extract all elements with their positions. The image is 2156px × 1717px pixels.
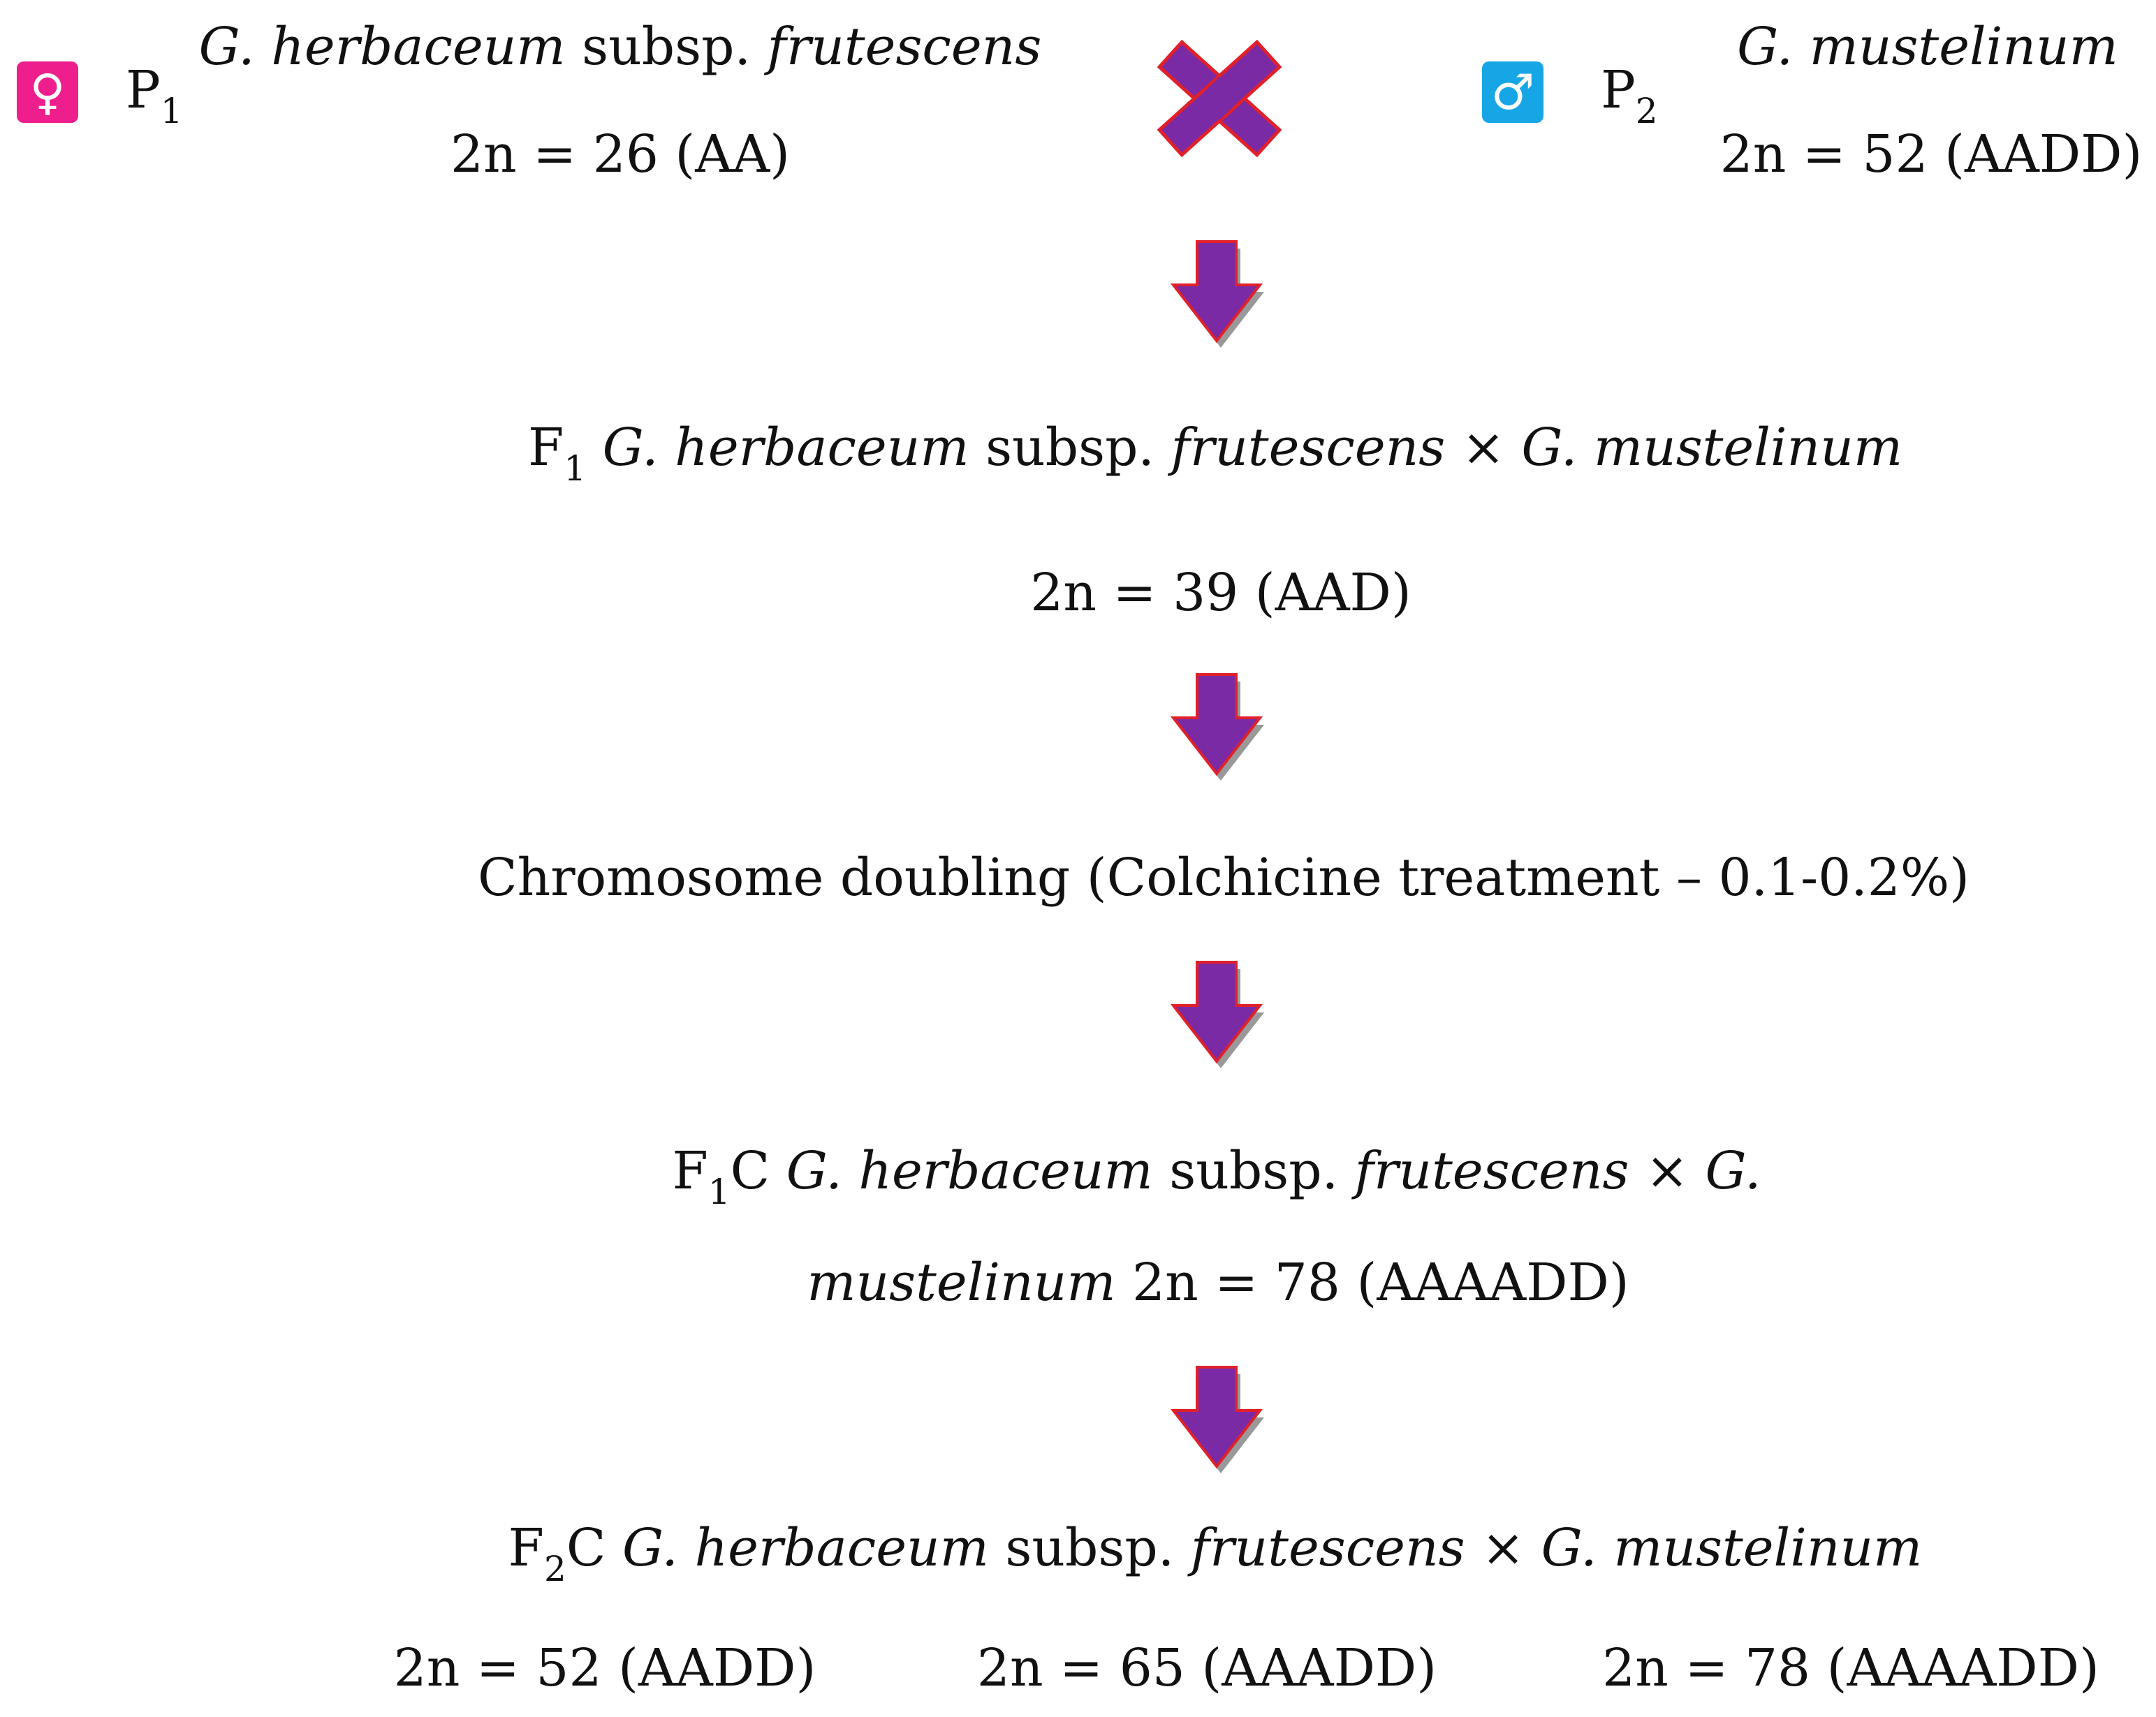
f2c-outcome-1: 2n = 52 (AADD): [393, 1638, 816, 1698]
chromosome-doubling-step: Chromosome doubling (Colchicine treatment – 0.1-0.2%): [477, 848, 1970, 908]
f2c-outcome-2: 2n = 65 (AAADD): [976, 1638, 1437, 1698]
down-arrow-icon: [1168, 959, 1266, 1071]
parent2-species: G. mustelinum: [1737, 17, 2118, 77]
female-symbol-icon: ♀: [17, 61, 78, 123]
f1-species: $F_1$ G. herbaceum subsp. frutescens × G. mustelinum: [527, 418, 1903, 489]
parent1-species: G. herbaceum subsp. frutescens: [198, 17, 1042, 77]
f1c-chromosomes: mustelinum 2n = 78 (AAAADD): [807, 1253, 1629, 1313]
f1c-species: $F_1C$ G. herbaceum subsp. frutescens × G.: [672, 1141, 1761, 1212]
male-symbol-icon: ♂: [1482, 61, 1543, 123]
parent2-label: $P_2$: [1601, 60, 1658, 131]
f2c-outcome-3: 2n = 78 (AAAADD): [1602, 1638, 2099, 1698]
parent1-chromosomes: 2n = 26 (AA): [450, 124, 791, 184]
cross-x-icon: [1157, 39, 1282, 158]
down-arrow-icon: [1168, 672, 1266, 783]
f2c-species: $F_2C$ G. herbaceum subsp. frutescens × G. mustelinum: [508, 1518, 1923, 1589]
parent1-label: $P_1$: [126, 60, 183, 131]
down-arrow-icon: [1168, 239, 1266, 351]
parent2-chromosomes: 2n = 52 (AADD): [1719, 124, 2143, 184]
down-arrow-icon: [1168, 1364, 1266, 1476]
f1-chromosomes: 2n = 39 (AAD): [1030, 563, 1411, 623]
